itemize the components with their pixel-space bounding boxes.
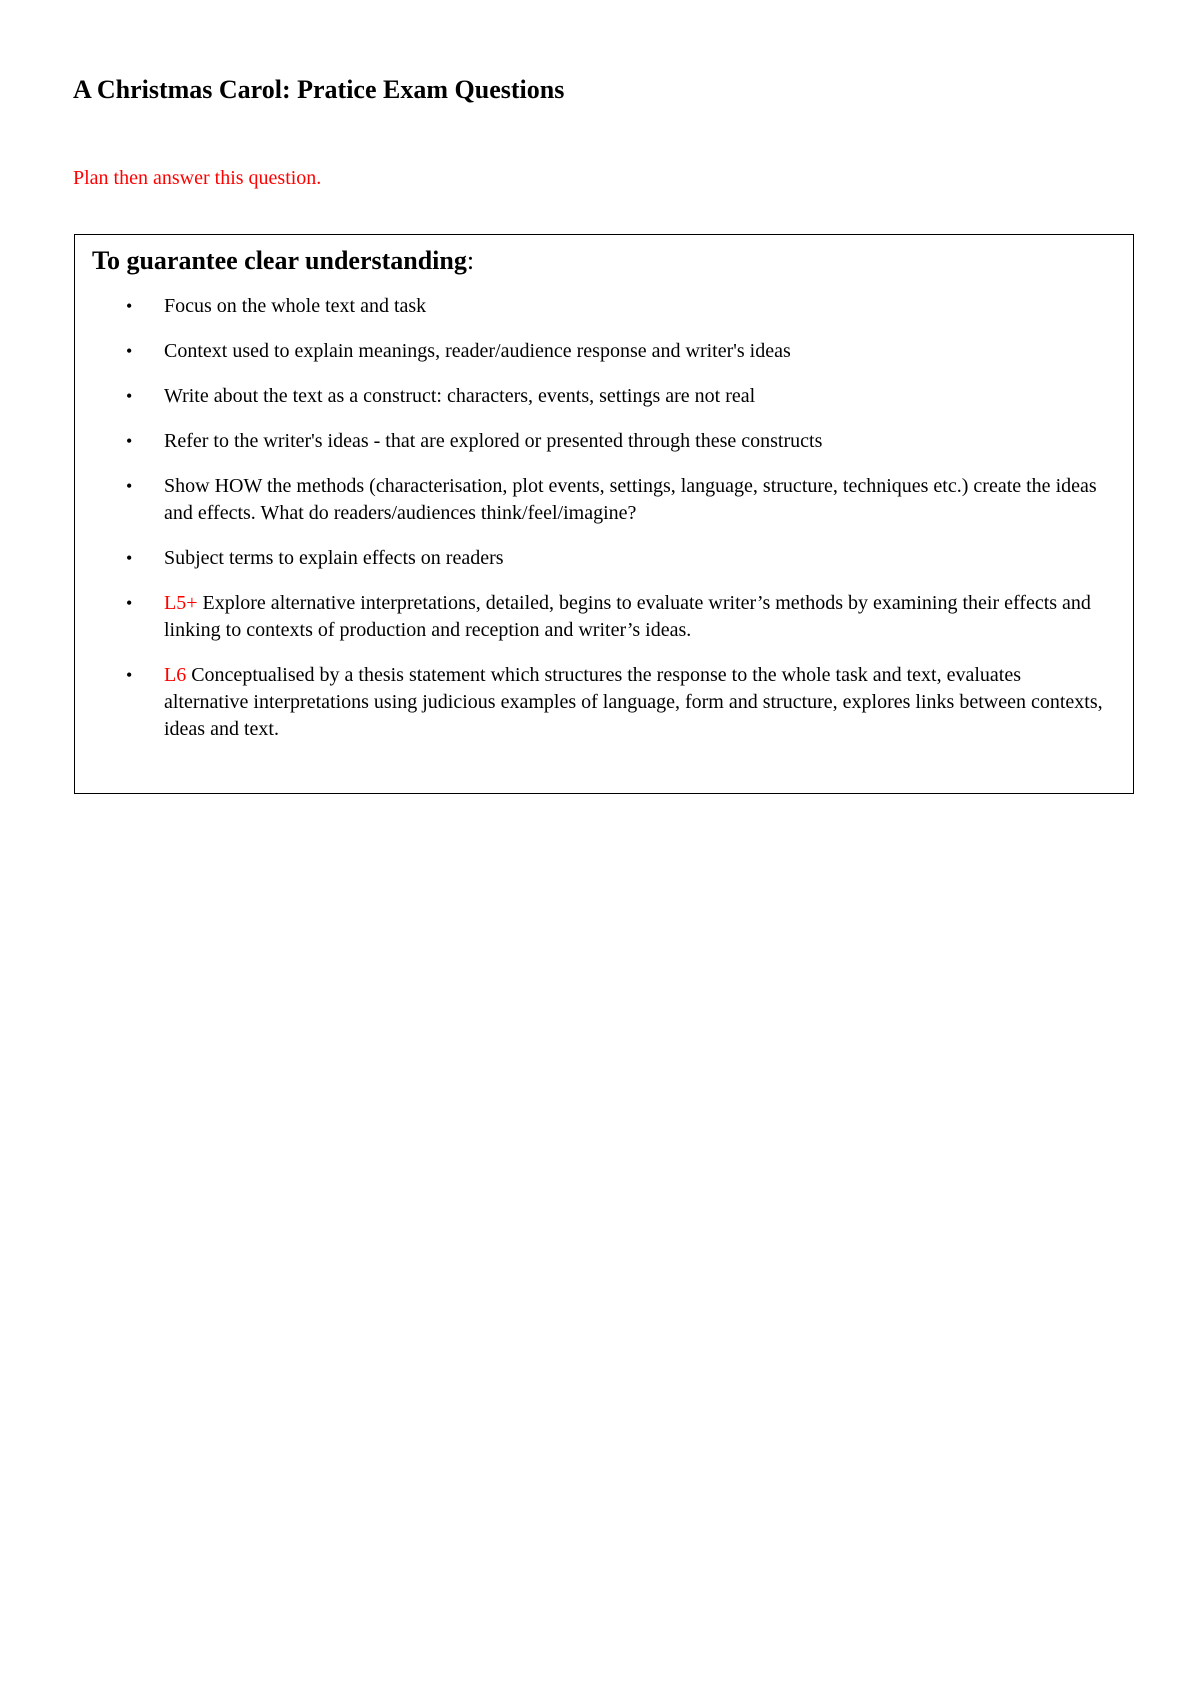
criteria-item-text: Focus on the whole text and task <box>164 295 427 317</box>
criteria-item-text: Context used to explain meanings, reader/audience response and writer's ideas <box>164 340 791 362</box>
criteria-item-whole-text <box>75 293 1115 320</box>
bullet-icon: • <box>126 548 133 568</box>
criteria-heading-colon: : <box>466 246 475 275</box>
bullet-icon: • <box>126 665 133 685</box>
instruction-text: Plan then answer this question. <box>73 167 322 189</box>
criteria-item-subject-terms <box>75 545 1115 572</box>
criteria-item-l5 <box>75 590 1115 644</box>
criteria-item-construct <box>75 383 1115 410</box>
criteria-item-level: L6 <box>164 664 187 686</box>
criteria-item-text: Explore alternative interpretations, detailed, begins to evaluate writer’s methods by examining their effects and linking to contexts of production and reception and writer’s ideas. <box>164 592 1091 641</box>
criteria-heading <box>92 245 474 277</box>
criteria-item-methods <box>75 473 1115 527</box>
criteria-item-writers-ideas <box>75 428 1115 455</box>
criteria-item-text: Write about the text as a construct: characters, events, settings are not real <box>164 385 756 407</box>
criteria-item-text: Subject terms to explain effects on readers <box>164 547 504 569</box>
criteria-list <box>75 293 1115 761</box>
page-title: A Christmas Carol: Pratice Exam Questions <box>73 75 565 104</box>
bullet-icon: • <box>126 296 133 316</box>
criteria-item-text: Refer to the writer's ideas - that are explored or presented through these constructs <box>164 430 823 452</box>
criteria-heading-text: To guarantee clear understanding <box>92 246 467 275</box>
criteria-item-level: L5+ <box>164 592 198 614</box>
bullet-icon: • <box>126 476 133 496</box>
criteria-item-text: Conceptualised by a thesis statement which structures the response to the whole task and text, evaluates alternative interpretations using judicious examples of language, form and structure, explores links between contexts, ideas and text. <box>164 664 1103 740</box>
bullet-icon: • <box>126 593 133 613</box>
criteria-item-text: Show HOW the methods (characterisation, plot events, settings, language, structure, techniques etc.) create the ideas and effects. What do readers/audiences think/feel/imagine? <box>164 475 1097 524</box>
bullet-icon: • <box>126 386 133 406</box>
bullet-icon: • <box>126 431 133 451</box>
criteria-item-l6 <box>75 662 1115 743</box>
criteria-item-context <box>75 338 1115 365</box>
criteria-box <box>74 234 1134 794</box>
bullet-icon: • <box>126 341 133 361</box>
